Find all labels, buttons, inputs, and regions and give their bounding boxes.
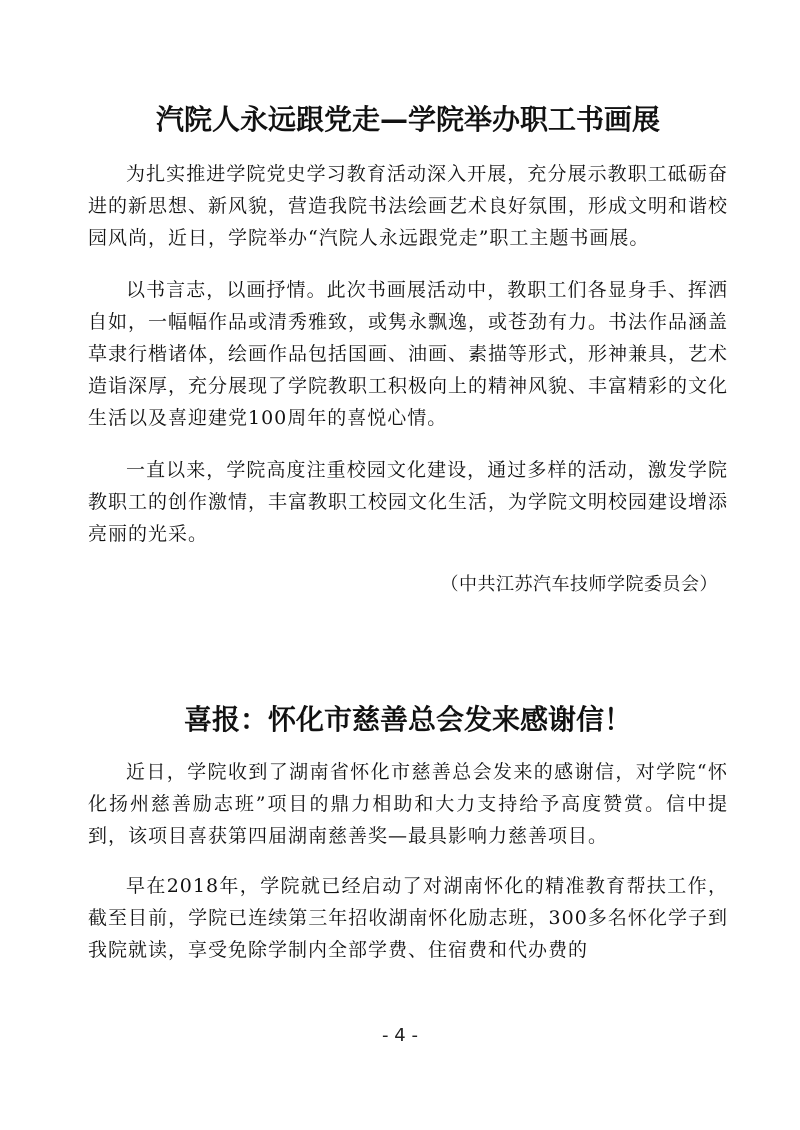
article-paragraph: 为扎实推进学院党史学习教育活动深入开展，充分展示教职工砥砺奋进的新思想、新风貌，营造我院书法绘画艺术良好氛围，形成文明和谐校园风尚，近日，学院举办“汽院人永远跟党走”职工主题书画展。 [88,163,729,249]
article-title: 汽院人永远跟党走—学院举办职工书画展 [155,103,660,136]
article-signature: （中共江苏汽车技师学院委员会） [440,574,718,595]
article-paragraph: 以书言志，以画抒情。此次书画展活动中，教职工们各显身手、挥洒自如，一幅幅作品或清秀雅致，或隽永飘逸，或苍劲有力。书法作品涵盖草隶行楷诸体，绘画作品包括国画、油画、素描等形式，形神兼具，艺术造诣深厚，充分展现了学院教职工积极向上的精神风貌、丰富精彩的文化生活以及喜迎建党100周年的喜悦心情。 [88,279,729,429]
article-title: 喜报：怀化市慈善总会发来感谢信！ [183,703,632,736]
article-calligraphy-exhibition [88,100,728,600]
article-paragraph: 近日，学院收到了湖南省怀化市慈善总会发来的感谢信，对学院“怀化扬州慈善励志班”项目的鼎力相助和大力支持给予高度赞赏。信中提到，该项目喜获第四届湖南慈善奖—最具影响力慈善项目。 [88,761,728,847]
article-thank-you-letter [88,700,728,984]
article-paragraph: 一直以来，学院高度注重校园文化建设，通过多样的活动，激发学院教职工的创作激情，丰富教职工校园文化生活，为学院文明校园建设增添亮丽的光采。 [88,459,729,545]
page-number: - 4 - [382,1025,418,1046]
article-paragraph: 早在2018年，学院就已经启动了对湖南怀化的精准教育帮扶工作，截至目前，学院已连续第三年招收湖南怀化励志班，300多名怀化学子到我院就读，享受免除学制内全部学费、住宿费和代办费的 [88,875,728,961]
